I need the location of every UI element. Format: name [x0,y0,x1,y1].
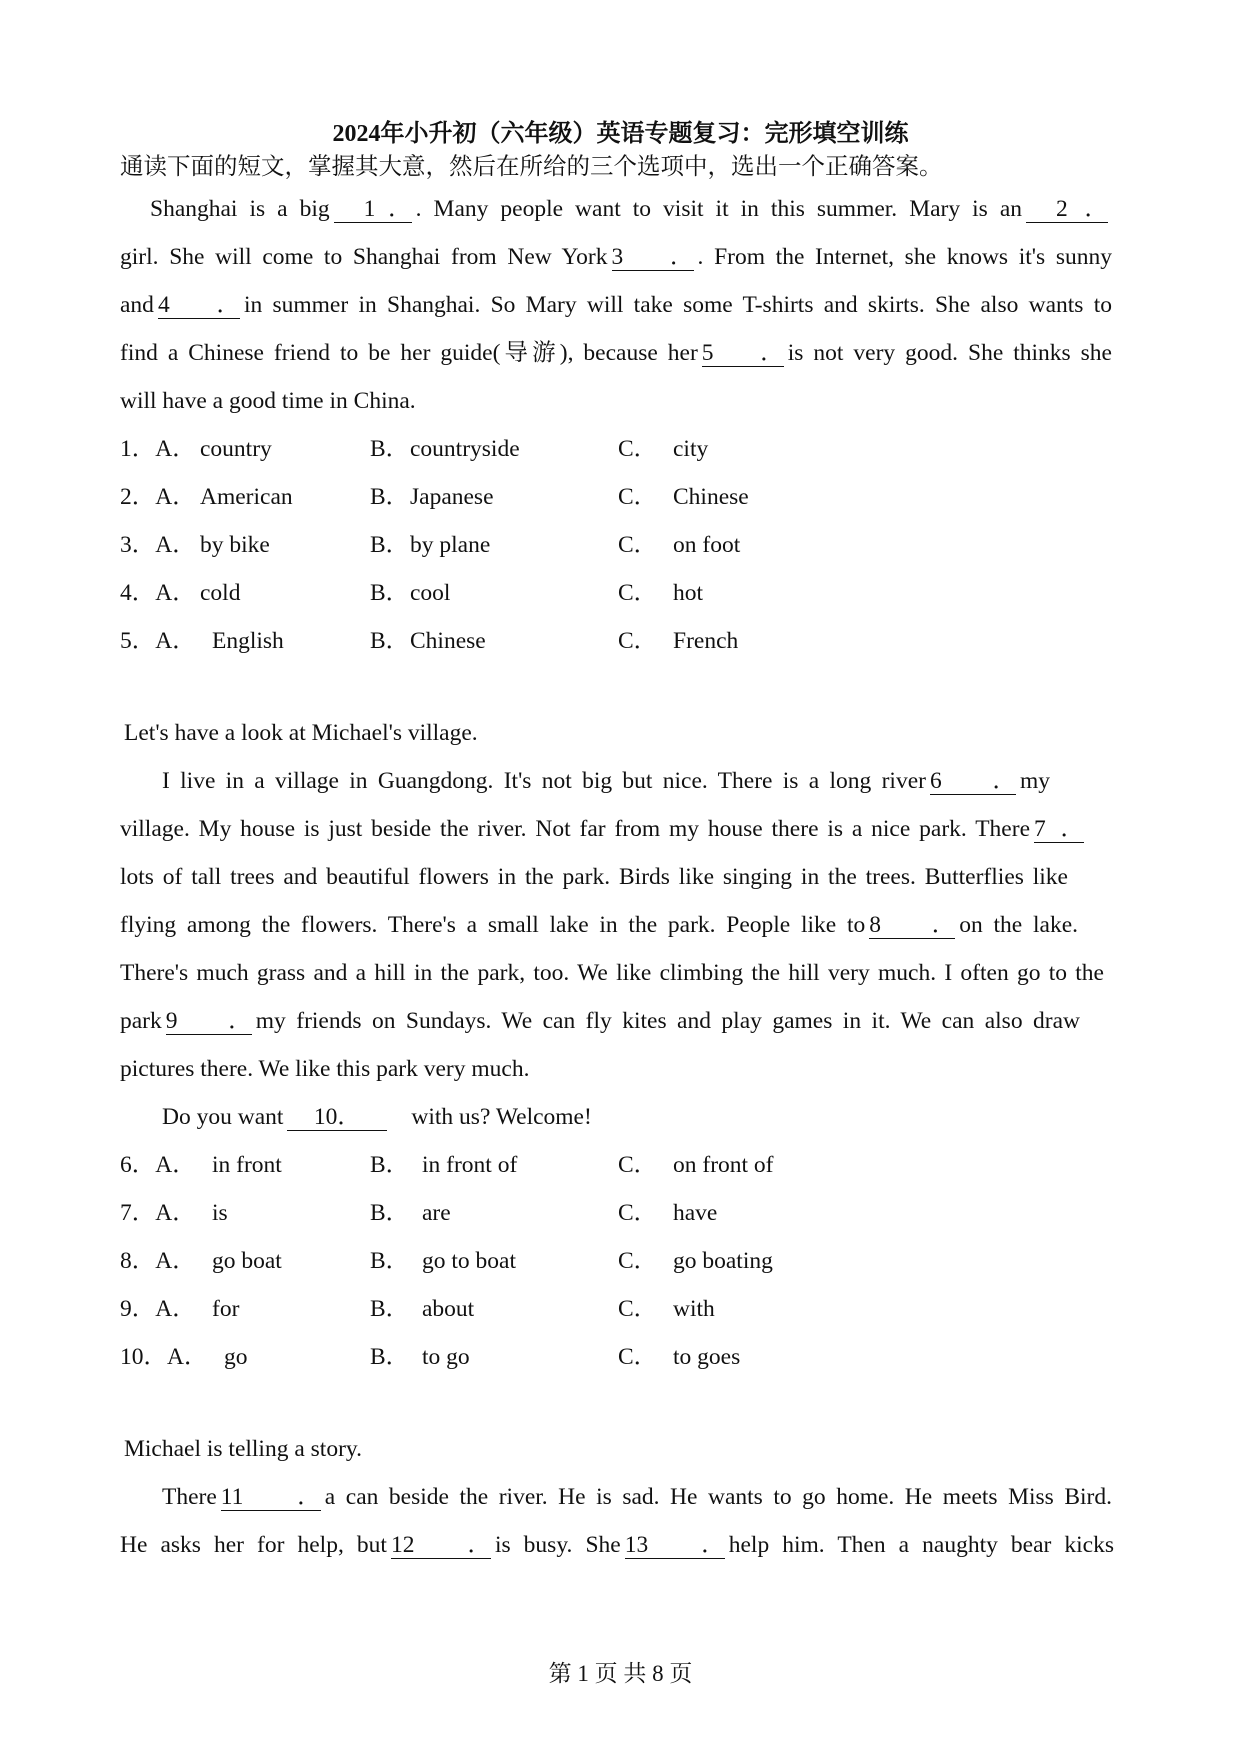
passage2-line2 [120,812,1088,846]
question-5-option-a[interactable]: English [212,628,284,654]
text: is busy. She [494,1532,621,1558]
text: village. My house is just beside the river. Not far from my house there is a nice park. There [120,816,1030,842]
question-1-option-a[interactable]: country [200,436,272,462]
question-3-label-c: C． [618,532,658,558]
text: Do you want [162,1104,284,1130]
question-10-label-c: C． [618,1344,658,1370]
page-footer: 第 1 页 共 8 页 [548,1661,693,1686]
passage2-line3: lots of tall trees and beautiful flowers in the park. Birds like singing in the trees. Butterflies like [120,864,1068,890]
question-9-option-a[interactable]: for [212,1296,240,1322]
question-1-label-b: B． [370,436,410,462]
passage1-line5: will have a good time in China. [120,388,416,414]
passage2-line7: pictures there. We like this park very much. [120,1056,530,1082]
text: in summer in Shanghai. So Mary will take some T-shirts and skirts. She also wants to [243,292,1112,318]
blank-7[interactable]: 7． [1034,816,1084,842]
question-8-option-a[interactable]: go boat [212,1248,282,1274]
question-7-option-b[interactable]: are [422,1200,451,1226]
question-4-option-a[interactable]: cold [200,580,241,606]
text: a can beside the river. He is sad. He wants to go home. He meets Miss Bird. [324,1484,1112,1510]
text: find a Chinese friend to be her guide(导游), because her [120,340,698,366]
question-5-option-c[interactable]: French [673,628,739,654]
question-3-option-a[interactable]: by bike [200,532,270,558]
text: There [162,1484,217,1510]
question-10-number: 10．A． [120,1344,208,1370]
passage2-line1 [162,764,1050,798]
passage3-intro: Michael is telling a story. [124,1436,362,1462]
question-7-number: 7．A． [120,1200,196,1226]
blank-6[interactable]: 6． [929,768,1016,794]
question-4-option-b[interactable]: cool [410,580,451,606]
question-9-option-c[interactable]: with [673,1296,715,1322]
text: and [120,292,154,318]
page-title: 2024年小升初（六年级）英语专题复习：完形填空训练 [332,121,909,147]
question-9-number: 9．A． [120,1296,196,1322]
blank-5[interactable]: 5． [701,340,784,366]
passage1-line1 [120,192,1112,226]
text: . From the Internet, she knows it's sunny [697,244,1112,270]
blank-1[interactable]: 1． [334,196,412,223]
passage3-line2 [120,1528,1114,1562]
text: I live in a village in Guangdong. It's not big but nice. There is a long river [162,768,926,794]
question-10-option-b[interactable]: to go [422,1344,470,1370]
question-5-label-b: B． [370,628,410,654]
question-1-option-b[interactable]: countryside [410,436,520,462]
question-8-label-c: C． [618,1248,658,1274]
text: my [1019,768,1050,794]
blank-4[interactable]: 4． [157,292,240,318]
question-5-option-b[interactable]: Chinese [410,628,486,654]
blank-12[interactable]: 12． [390,1532,491,1558]
question-7-option-c[interactable]: have [673,1200,718,1226]
question-1-number: 1．A． [120,436,196,462]
question-6-option-a[interactable]: in front [212,1152,282,1178]
question-10-option-a[interactable]: go [224,1344,248,1370]
passage1-line4 [120,336,1112,370]
text: with us? Welcome! [411,1104,592,1130]
passage1-line2 [120,240,1112,274]
question-1-label-c: C． [618,436,658,462]
question-3-label-b: B． [370,532,410,558]
text: flying among the flowers. There's a small lake in the park. People like to [120,912,866,938]
text: on the lake. [959,912,1078,938]
question-9-option-b[interactable]: about [422,1296,475,1322]
question-5-number: 5．A． [120,628,196,654]
question-4-label-c: C． [618,580,658,606]
question-1-option-c[interactable]: city [673,436,709,462]
question-4-label-b: B． [370,580,410,606]
blank-3[interactable]: 3． [611,244,694,270]
text: girl. She will come to Shanghai from New York [120,244,608,270]
text: is not very good. She thinks she [787,340,1112,366]
text: park [120,1008,162,1034]
question-2-option-a[interactable]: American [200,484,293,510]
question-3-option-c[interactable]: on foot [673,532,741,558]
passage2-line8 [162,1100,1172,1134]
blank-9[interactable]: 9． [165,1008,252,1034]
instruction: 通读下面的短文，掌握其大意，然后在所给的三个选项中，选出一个正确答案。 [120,154,943,180]
question-7-label-b: B． [370,1200,410,1226]
question-2-option-c[interactable]: Chinese [673,484,749,510]
text: help him. Then a naughty bear kicks [728,1532,1115,1558]
question-7-label-c: C． [618,1200,658,1226]
passage2-line4 [120,908,1078,942]
question-4-number: 4．A． [120,580,196,606]
blank-10[interactable]: 10． [287,1104,387,1131]
passage2-line6 [120,1004,1080,1038]
passage2-line5: There's much grass and a hill in the park, too. We like climbing the hill very much. I often go to the [120,960,1104,986]
question-6-label-b: B． [370,1152,410,1178]
question-2-label-c: C． [618,484,658,510]
question-3-option-b[interactable]: by plane [410,532,491,558]
question-8-number: 8．A． [120,1248,196,1274]
question-6-option-c[interactable]: on front of [673,1152,774,1178]
question-8-option-b[interactable]: go to boat [422,1248,516,1274]
question-8-option-c[interactable]: go boating [673,1248,773,1274]
question-6-number: 6．A． [120,1152,196,1178]
text: He asks her for help, but [120,1532,387,1558]
text: . Many people want to visit it in this summer. Mary is an [415,196,1022,222]
blank-8[interactable]: 8． [869,912,956,938]
passage2-intro: Let's have a look at Michael's village. [124,720,478,746]
question-9-label-b: B． [370,1296,410,1322]
blank-2[interactable]: 2． [1026,196,1108,223]
question-6-label-c: C． [618,1152,658,1178]
question-6-option-b[interactable]: in front of [422,1152,518,1178]
question-2-label-b: B． [370,484,410,510]
question-7-option-a[interactable]: is [212,1200,228,1226]
question-3-number: 3．A． [120,532,196,558]
question-4-option-c[interactable]: hot [673,580,704,606]
question-9-label-c: C． [618,1296,658,1322]
question-10-label-b: B． [370,1344,410,1370]
text: my friends on Sundays. We can fly kites and play games in it. We can also draw [255,1008,1080,1034]
question-10-option-c[interactable]: to goes [673,1344,741,1370]
blank-11[interactable]: 11． [220,1484,321,1510]
passage3-line1 [162,1480,1112,1514]
question-8-label-b: B． [370,1248,410,1274]
question-2-number: 2．A． [120,484,196,510]
question-2-option-b[interactable]: Japanese [410,484,494,510]
passage1-line3 [120,288,1112,322]
question-5-label-c: C． [618,628,658,654]
text: Shanghai is a big [150,196,330,222]
blank-13[interactable]: 13． [624,1532,725,1558]
